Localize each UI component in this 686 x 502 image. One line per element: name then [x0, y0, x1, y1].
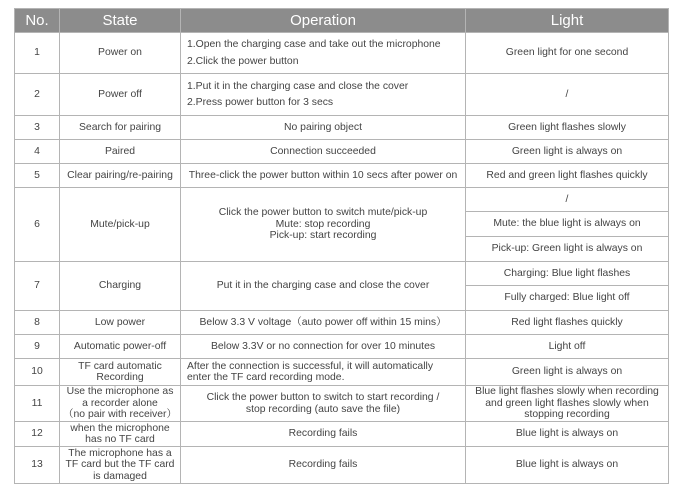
table-row [15, 311, 669, 335]
table-row [15, 116, 669, 140]
operation-cell: Recording fails [181, 422, 466, 447]
state-cell: Power on [60, 33, 181, 74]
operation-cell: No pairing object [181, 116, 466, 140]
operation-line: 1.Put it in the charging case and close the cover [187, 80, 409, 92]
row-number: 5 [15, 164, 60, 188]
header-no: No. [15, 9, 60, 33]
row-number: 2 [15, 74, 60, 116]
row-number: 8 [15, 311, 60, 335]
state-cell: Low power [60, 311, 181, 335]
table-row [15, 422, 669, 447]
table-row [15, 140, 669, 164]
header-state: State [60, 9, 181, 33]
state-cell: Power off [60, 74, 181, 116]
table-row [15, 33, 669, 74]
light-cell [466, 386, 669, 422]
state-line: is damaged [93, 470, 147, 482]
light-cell: Light off [466, 335, 669, 359]
table-row [15, 164, 669, 188]
state-line: a recorder alone [82, 397, 158, 409]
state-line: TF card but the TF card [65, 459, 175, 471]
state-cell [60, 422, 181, 447]
operation-cell: Connection succeeded [181, 140, 466, 164]
light-line: Blue light flashes slowly when recording [475, 386, 659, 398]
operation-cell: Three-click the power button within 10 secs after power on [181, 164, 466, 188]
row-number: 12 [15, 422, 60, 447]
light-cell: Green light is always on [466, 140, 669, 164]
header-light: Light [466, 9, 669, 33]
table-row [15, 74, 669, 116]
light-cell: Red and green light flashes quickly [466, 164, 669, 188]
state-line: when the microphone [70, 422, 170, 434]
operation-cell [181, 359, 466, 386]
row-number: 10 [15, 359, 60, 386]
operation-line: Mute: stop recording [275, 218, 371, 230]
light-cell: Pick-up: Green light is always on [466, 237, 669, 262]
state-cell [60, 386, 181, 422]
operation-cell: Recording fails [181, 447, 466, 484]
table-row [15, 447, 669, 484]
light-cell: Blue light is always on [466, 422, 669, 447]
table-row [15, 188, 669, 212]
light-cell: Fully charged: Blue light off [466, 286, 669, 311]
state-line: Recording [96, 372, 144, 383]
state-cell [60, 359, 181, 386]
operation-line: After the connection is successful, it will automatically [187, 360, 434, 372]
table-row [15, 359, 669, 386]
operation-cell: Below 3.3 V voltage（auto power off within 15 mins） [181, 311, 466, 335]
operation-cell [181, 74, 466, 116]
row-number: 9 [15, 335, 60, 359]
operation-line: 2.Press power button for 3 secs [187, 97, 334, 108]
table-row [15, 335, 669, 359]
operation-line: Click the power button to switch to start recording / [206, 392, 440, 404]
header-operation: Operation [181, 9, 466, 33]
header-row [15, 9, 669, 33]
state-cell: Mute/pick-up [60, 188, 181, 262]
light-cell: / [466, 188, 669, 212]
light-cell: Green light for one second [466, 33, 669, 74]
light-cell: Green light flashes slowly [466, 116, 669, 140]
operation-line: enter the TF card recording mode. [187, 372, 345, 383]
row-number: 6 [15, 188, 60, 262]
state-cell: Charging [60, 262, 181, 311]
operation-cell [181, 188, 466, 262]
table-row [15, 386, 669, 422]
state-cell [60, 447, 181, 484]
operation-line: Pick-up: start recording [269, 230, 377, 242]
row-number: 13 [15, 447, 60, 484]
state-line: The microphone has a [68, 447, 172, 459]
light-cell: Charging: Blue light flashes [466, 262, 669, 286]
row-number: 11 [15, 386, 60, 422]
light-cell: Green light is always on [466, 359, 669, 386]
row-number: 4 [15, 140, 60, 164]
operation-cell [181, 386, 466, 422]
state-cell: Clear pairing/re-pairing [60, 164, 181, 188]
state-cell: Automatic power-off [60, 335, 181, 359]
row-number: 7 [15, 262, 60, 311]
operation-cell: Below 3.3V or no connection for over 10 minutes [181, 335, 466, 359]
operation-line: 1.Open the charging case and take out the microphone [187, 39, 441, 51]
operation-cell: Put it in the charging case and close the cover [181, 262, 466, 311]
state-cell: Paired [60, 140, 181, 164]
operation-cell [181, 33, 466, 74]
row-number: 1 [15, 33, 60, 74]
operation-line: Click the power button to switch mute/pick-up [218, 207, 428, 219]
light-line: stopping recording [524, 409, 610, 421]
status-table-container [14, 8, 669, 484]
light-cell: Blue light is always on [466, 447, 669, 484]
light-cell: Mute: the blue light is always on [466, 212, 669, 237]
state-cell: Search for pairing [60, 116, 181, 140]
light-cell: / [466, 74, 669, 116]
light-cell: Red light flashes quickly [466, 311, 669, 335]
row-number: 3 [15, 116, 60, 140]
led-status-table [14, 8, 669, 484]
state-line: （no pair with receiver） [63, 409, 177, 421]
operation-line: stop recording (auto save the file) [245, 403, 401, 415]
table-row [15, 262, 669, 286]
state-line: Use the microphone as [66, 386, 174, 398]
state-line: TF card automatic [78, 360, 162, 372]
state-line: has no TF card [85, 434, 155, 445]
light-line: and green light flashes slowly when [485, 397, 649, 409]
operation-line: 2.Click the power button [187, 55, 299, 67]
